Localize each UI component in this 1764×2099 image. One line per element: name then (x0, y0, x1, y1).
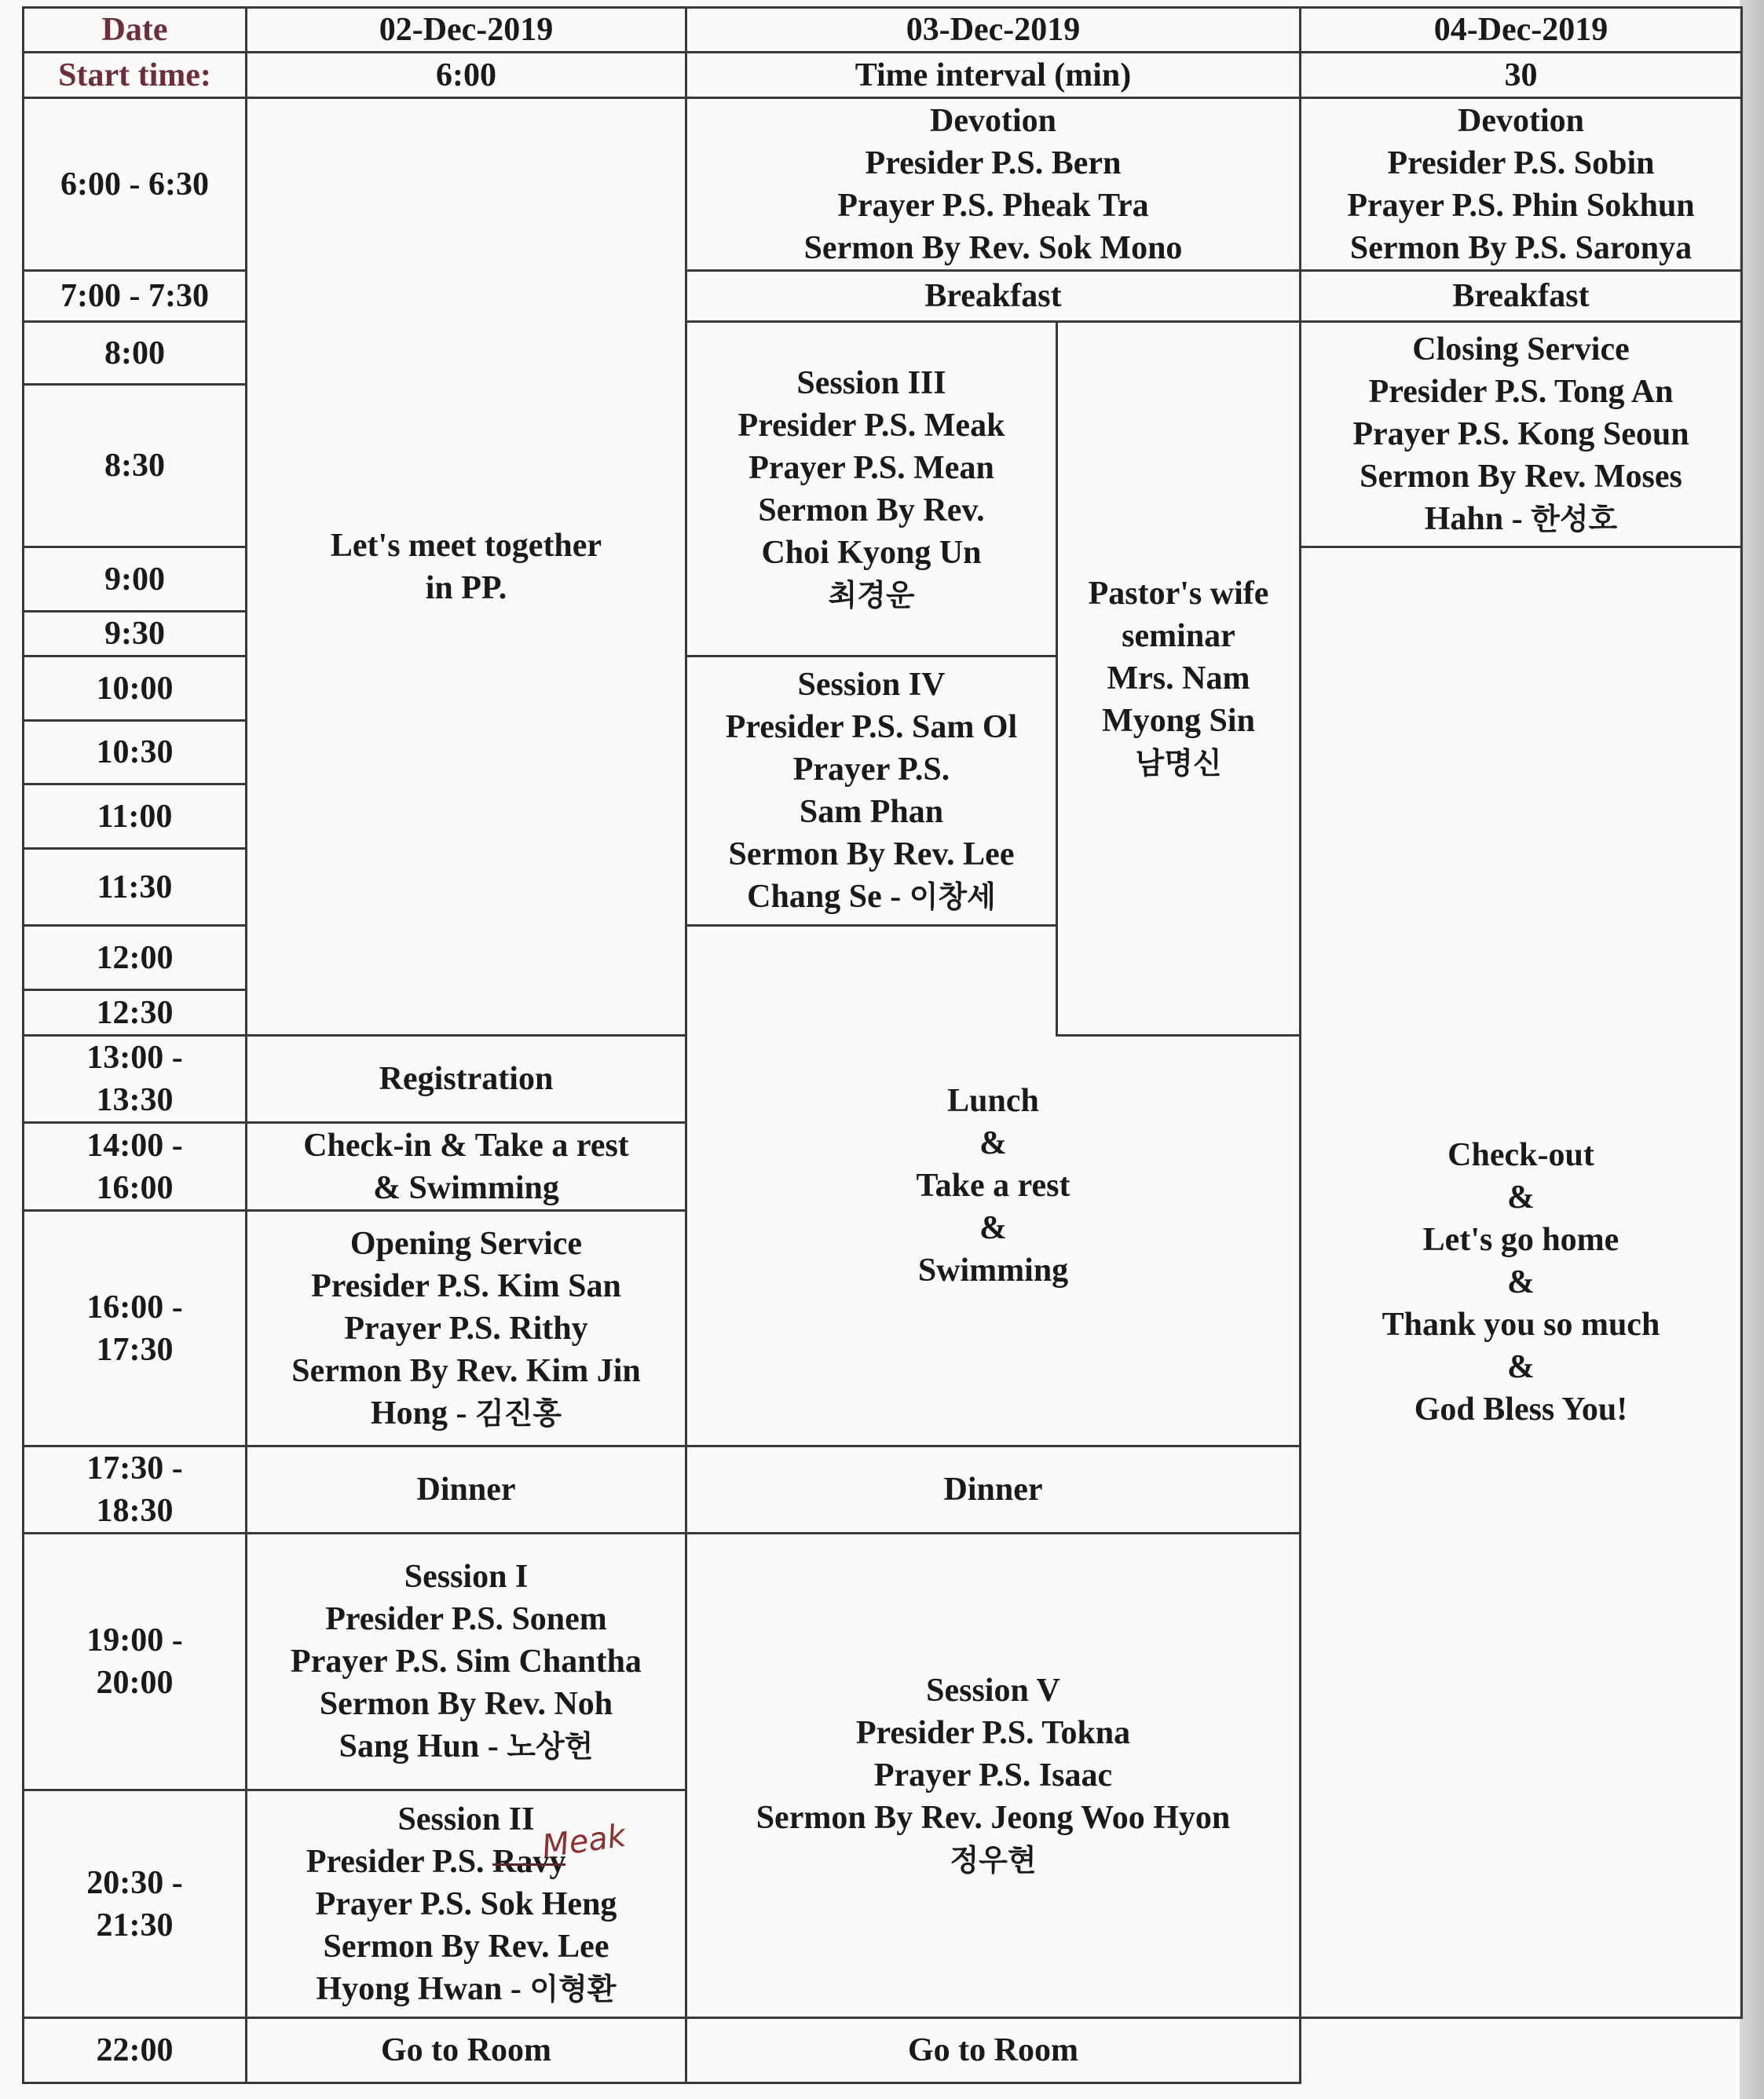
time-slot: 10:00 (24, 656, 247, 721)
day3-devotion-line: Devotion (1458, 102, 1584, 139)
session1-line: Prayer P.S. Sim Chantha (291, 1644, 642, 1680)
day1-room-cell: Go to Room (247, 2018, 686, 2083)
day3-devotion-line: Sermon By P.S. Saronya (1349, 229, 1693, 266)
session3-line: Sermon By Rev. (758, 492, 985, 528)
session5-line: Presider P.S. Tokna (855, 1715, 1131, 1751)
time-slot: 12:30 (24, 990, 247, 1036)
day2-devotion-cell (686, 98, 1301, 271)
session5-korean-name: 정우현 (950, 1843, 1037, 1878)
day3-closing-cell (1301, 322, 1742, 547)
time-slot (24, 1036, 247, 1123)
day3-devotion-line: Presider P.S. Sobin (1387, 144, 1655, 181)
day2-devotion-line: Prayer P.S. Pheak Tra (837, 187, 1149, 224)
time-slot-line: 14:00 - (86, 1127, 183, 1164)
time-slot: 22:00 (24, 2018, 247, 2083)
time-slot-line: 20:00 (96, 1665, 174, 1701)
opening-line: Sermon By Rev. Kim Jin (291, 1352, 641, 1389)
session3-line: Prayer P.S. Mean (748, 449, 994, 486)
day2-lunch-cell (686, 926, 1301, 1446)
closing-korean-name: 한성호 (1531, 502, 1618, 536)
checkout-line: & (1507, 1264, 1535, 1300)
day1-registration-cell: Registration (247, 1036, 686, 1123)
checkout-line: Thank you so much (1382, 1307, 1660, 1343)
opening-korean-name: 김진홍 (474, 1395, 562, 1431)
time-slot: 8:30 (24, 385, 247, 547)
time-slot-line: 13:30 (96, 1082, 174, 1118)
page-edge (1740, 0, 1764, 2099)
checkout-line: Check-out (1447, 1137, 1594, 1173)
day3-devotion-line: Prayer P.S. Phin Sokhun (1347, 187, 1695, 224)
opening-line: Opening Service (350, 1225, 583, 1262)
session1-line: Presider P.S. Sonem (325, 1601, 607, 1637)
day1-meet-line: Let's meet together (330, 527, 602, 564)
day2-session5-cell (686, 1534, 1301, 2018)
day1-opening-cell (247, 1211, 686, 1446)
day2-date: 03-Dec-2019 (686, 8, 1301, 53)
day2-breakfast-cell: Breakfast (686, 271, 1301, 322)
day2-dinner-cell: Dinner (686, 1446, 1301, 1534)
opening-line (251, 1392, 682, 1435)
time-slot (24, 1123, 247, 1211)
day2-devotion-line: Devotion (930, 102, 1056, 139)
schedule-table (22, 6, 1743, 2084)
session5-line: Session V (926, 1673, 1060, 1709)
time-slot (24, 1534, 247, 1790)
session1-korean-name: 노상헌 (507, 1729, 594, 1764)
time-slot: 12:00 (24, 926, 247, 990)
day2-devotion-line: Presider P.S. Bern (865, 144, 1122, 181)
opening-name: Hong - (370, 1395, 475, 1432)
struck-out-name: Ravy (492, 1841, 565, 1883)
interval-label: Time interval (min) (686, 53, 1301, 98)
closing-line: Sermon By Rev. Moses (1360, 459, 1682, 495)
day2-room-cell: Go to Room (686, 2018, 1301, 2083)
session2-line: Prayer P.S. Sok Heng (315, 1885, 617, 1922)
date-label: Date (24, 8, 247, 53)
wife-seminar-korean-name: 남명신 (1135, 746, 1222, 781)
day3-checkout-cell (1301, 547, 1742, 2018)
session4-line: Presider P.S. Sam Ol (725, 709, 1018, 745)
session4-line: Session IV (797, 667, 946, 703)
session2-korean-name: 이형환 (529, 1971, 617, 2006)
start-time-label: Start time: (24, 53, 247, 98)
session2-line: Session II (397, 1801, 535, 1838)
session4-line: Prayer P.S. (792, 751, 950, 788)
session1-line: Sermon By Rev. Noh (319, 1686, 613, 1722)
day1-checkin-cell (247, 1123, 686, 1211)
lunch-line: & (979, 1125, 1007, 1161)
session1-name: Sang Hun - (339, 1728, 507, 1764)
closing-line: Closing Service (1412, 331, 1630, 368)
checkout-line: Let's go home (1422, 1222, 1619, 1258)
day2-devotion-line: Sermon By Rev. Sok Mono (803, 229, 1183, 266)
handwritten-correction: Meak (540, 1817, 628, 1865)
interval-value: 30 (1301, 53, 1742, 98)
checkout-line: & (1507, 1349, 1535, 1385)
opening-line: Prayer P.S. Rithy (344, 1310, 588, 1347)
day1-meet-line: in PP. (425, 569, 507, 606)
session3-korean-name: 최경운 (828, 577, 915, 613)
checkin-line: & Swimming (373, 1169, 559, 1206)
wife-seminar-line: seminar (1122, 618, 1235, 654)
wife-seminar-line: Myong Sin (1102, 703, 1255, 739)
time-slot-line: 17:30 - (86, 1450, 183, 1486)
day3-breakfast-cell: Breakfast (1301, 271, 1742, 322)
lunch-line: Swimming (917, 1252, 1069, 1289)
time-slot (24, 1790, 247, 2018)
checkin-line: Check-in & Take a rest (303, 1127, 629, 1164)
time-slot-line: 18:30 (96, 1493, 174, 1529)
closing-name: Hahn - (1424, 501, 1532, 537)
start-time-value: 6:00 (247, 53, 686, 98)
time-slot-line: 13:00 - (86, 1040, 183, 1076)
session2-name: Hyong Hwan - (316, 1970, 530, 2007)
session2-presider-label: Presider P.S. (306, 1843, 493, 1880)
time-slot (24, 1211, 247, 1446)
session2-line: Sermon By Rev. Lee (323, 1928, 609, 1965)
session2-line (251, 1968, 682, 2010)
opening-line: Presider P.S. Kim San (311, 1267, 621, 1304)
time-slot-line: 16:00 - (86, 1289, 183, 1326)
session3-line: Session III (796, 364, 946, 401)
day2-session4-cell (686, 656, 1057, 926)
time-slot-line: 21:30 (96, 1907, 174, 1944)
day3-date: 04-Dec-2019 (1301, 8, 1742, 53)
session3-line: Presider P.S. Meak (737, 407, 1005, 444)
time-slot: 9:00 (24, 547, 247, 612)
session4-line (690, 876, 1052, 918)
session4-korean-name: 이창세 (909, 879, 996, 914)
session1-line: Session I (404, 1559, 529, 1595)
time-slot: 11:00 (24, 784, 247, 849)
lunch-line: & (979, 1210, 1007, 1246)
lunch-line: Lunch (947, 1083, 1039, 1119)
time-slot-line: 20:30 - (86, 1864, 183, 1901)
checkout-line: & (1507, 1179, 1535, 1216)
day1-meet-cell (247, 98, 686, 1036)
session4-line: Sam Phan (799, 794, 944, 830)
day2-session3-cell (686, 322, 1057, 656)
time-slot: 9:30 (24, 612, 247, 656)
session4-line: Sermon By Rev. Lee (728, 836, 1015, 872)
session1-line (251, 1725, 682, 1768)
day1-session1-cell (247, 1534, 686, 1790)
wife-seminar-line: Mrs. Nam (1107, 660, 1250, 697)
wife-seminar-line: Pastor's wife (1088, 576, 1269, 612)
time-slot: 11:30 (24, 849, 247, 926)
checkout-line: God Bless You! (1414, 1391, 1628, 1428)
day1-date: 02-Dec-2019 (247, 8, 686, 53)
time-slot-line: 17:30 (96, 1331, 174, 1368)
closing-line: Prayer P.S. Kong Seoun (1352, 416, 1689, 452)
day3-devotion-cell (1301, 98, 1742, 271)
closing-line: Presider P.S. Tong An (1368, 374, 1674, 410)
time-slot: 8:00 (24, 322, 247, 385)
session3-line: Choi Kyong Un (761, 534, 982, 571)
time-slot (24, 1446, 247, 1534)
day1-session2-cell (247, 1790, 686, 2018)
session5-line: Sermon By Rev. Jeong Woo Hyon (756, 1800, 1231, 1836)
session4-name: Chang Se - (747, 879, 909, 915)
time-slot-line: 16:00 (96, 1169, 174, 1206)
time-slot: 6:00 - 6:30 (24, 98, 247, 271)
day1-dinner-cell: Dinner (247, 1446, 686, 1534)
time-slot: 7:00 - 7:30 (24, 271, 247, 322)
session5-line: Prayer P.S. Isaac (873, 1757, 1113, 1794)
lunch-line: Take a rest (916, 1168, 1070, 1204)
time-slot-line: 19:00 - (86, 1622, 183, 1658)
time-slot: 10:30 (24, 721, 247, 784)
closing-line (1305, 498, 1737, 540)
